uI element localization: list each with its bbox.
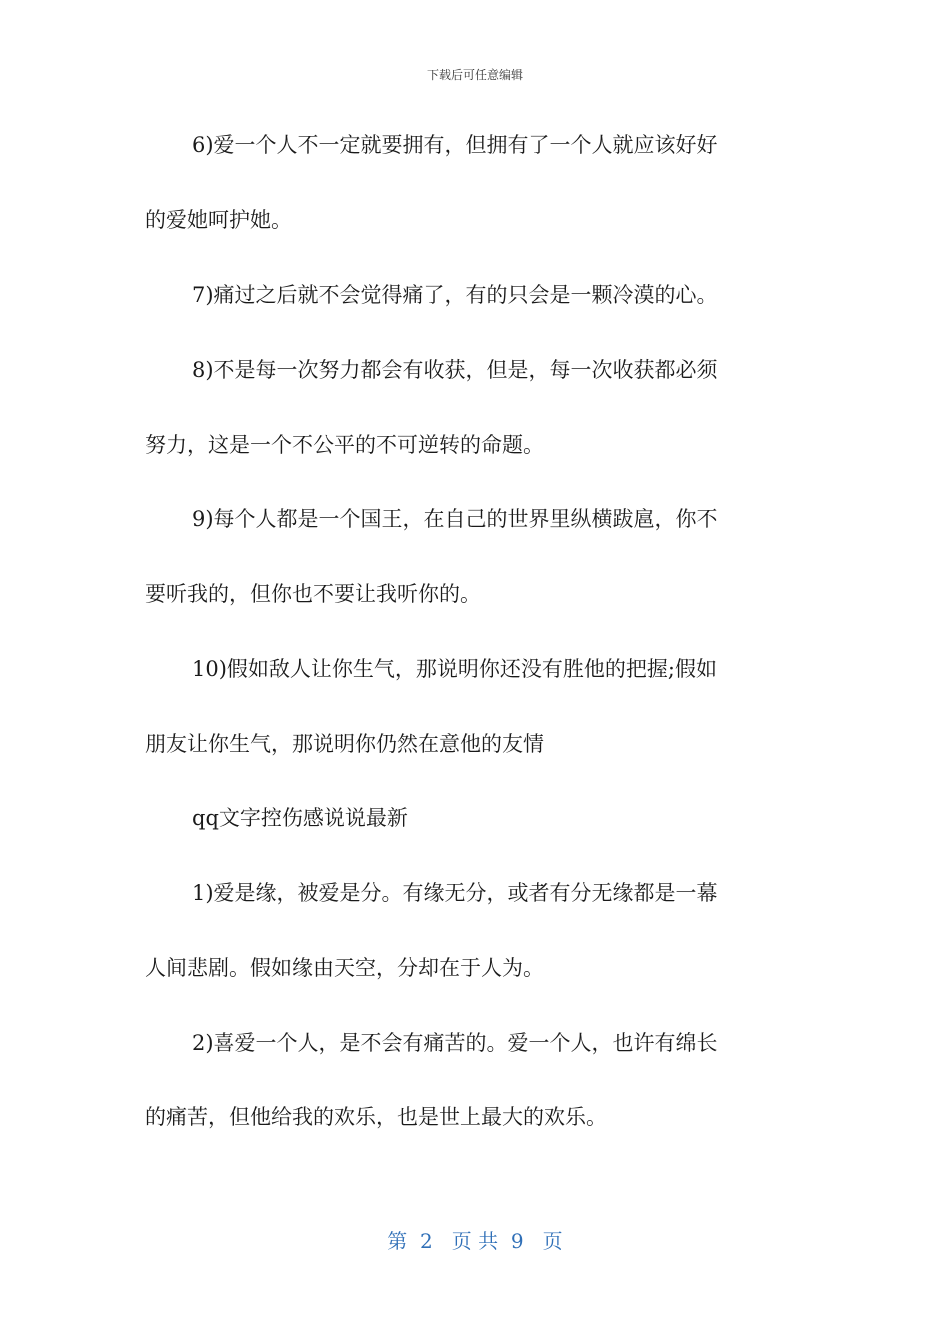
paragraph-line: 的爱她呵护她。 bbox=[145, 208, 292, 232]
paragraph-line: 1)爱是缘，被爱是分。有缘无分，或者有分无缘都是一幕 bbox=[192, 881, 718, 905]
paragraph-line: 的痛苦，但他给我的欢乐，也是世上最大的欢乐。 bbox=[145, 1105, 607, 1129]
paragraph-line: 朋友让你生气，那说明你仍然在意他的友情 bbox=[145, 732, 544, 756]
paragraph-line: 7)痛过之后就不会觉得痛了，有的只会是一颗冷漠的心。 bbox=[192, 283, 718, 307]
paragraph-line: 人间悲剧。假如缘由天空，分却在于人为。 bbox=[145, 956, 544, 980]
paragraph-line: 9)每个人都是一个国王，在自己的世界里纵横跋扈，你不 bbox=[192, 507, 718, 531]
paragraph-line: 8)不是每一次努力都会有收获，但是，每一次收获都必须 bbox=[192, 358, 718, 382]
section-heading: qq文字控伤感说说最新 bbox=[192, 806, 408, 830]
paragraph-line: 要听我的，但你也不要让我听你的。 bbox=[145, 582, 481, 606]
paragraph-line: 2)喜爱一个人，是不会有痛苦的。爱一个人，也许有绵长 bbox=[192, 1031, 718, 1055]
paragraph-line: 10)假如敌人让你生气，那说明你还没有胜他的把握;假如 bbox=[192, 657, 717, 681]
page-header: 下载后可任意编辑 bbox=[426, 68, 523, 82]
page-number-footer: 第 2 页 共 9 页 bbox=[387, 1229, 563, 1253]
paragraph-line: 6)爱一个人不一定就要拥有，但拥有了一个人就应该好好 bbox=[192, 133, 718, 157]
paragraph-line: 努力，这是一个不公平的不可逆转的命题。 bbox=[145, 433, 544, 457]
